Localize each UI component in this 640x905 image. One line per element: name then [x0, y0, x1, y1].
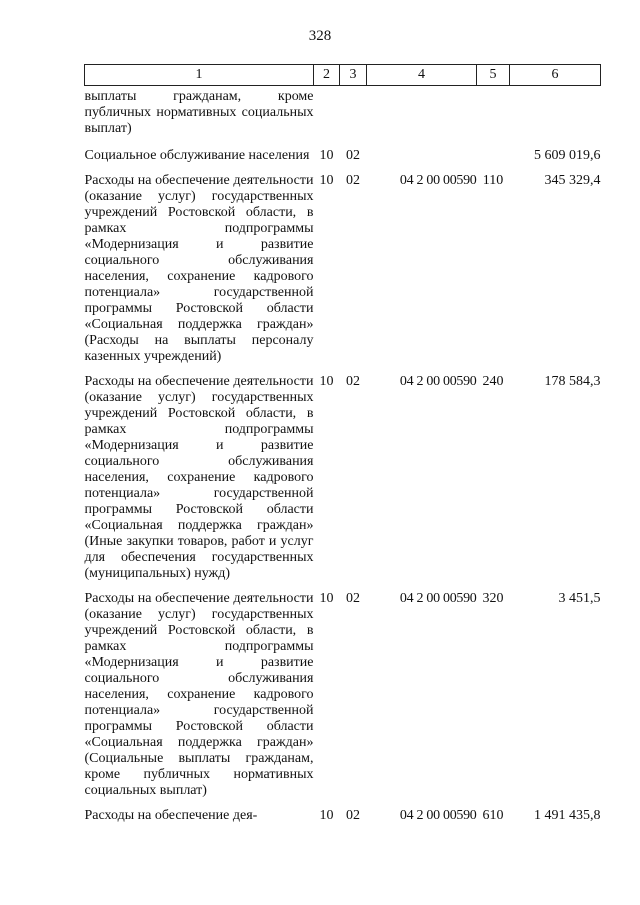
row-amount: 345 329,4	[544, 173, 601, 188]
row-subsection: 02	[346, 808, 360, 823]
row-description: Расходы на обеспечение деятельности (оказание услуг) государственных учреждений Ростовской области, в рамках подпрограммы «Модернизация и развитие социального обслуживания населения, сохранение кадрового потенциала» государственной программы Ростовской области «Социальная поддержка граждан» (Расходы на выплаты персоналу казенных учреждений)	[84, 173, 314, 364]
header-col-5: 5	[477, 65, 510, 86]
header-col-6: 6	[510, 65, 601, 86]
row-section: 10	[319, 148, 334, 163]
row-expense-type	[477, 148, 510, 173]
row-expense-type	[477, 86, 510, 149]
row-section: 10	[319, 173, 334, 188]
row-subsection: 02	[346, 591, 360, 606]
row-subsection: 02	[346, 173, 360, 188]
header-col-2: 2	[314, 65, 340, 86]
row-target-article: 04 2 00 00590	[399, 374, 477, 389]
header-col-1: 1	[85, 65, 314, 86]
table-row	[85, 86, 601, 149]
table-row	[85, 591, 601, 808]
page-number: 328	[308, 28, 332, 44]
row-expense-type: 110	[482, 173, 504, 188]
row-expense-type: 240	[482, 374, 504, 389]
header-col-3: 3	[340, 65, 367, 86]
row-subsection: 02	[346, 374, 360, 389]
row-expense-type: 610	[482, 808, 504, 823]
table-row	[85, 173, 601, 374]
row-section	[314, 86, 340, 149]
table-row	[85, 374, 601, 591]
budget-table	[84, 64, 601, 824]
table-header-row	[85, 65, 601, 86]
row-section: 10	[319, 374, 334, 389]
row-description: выплаты гражданам, кроме публичных нормативных социальных выплат)	[84, 89, 314, 136]
row-amount: 178 584,3	[544, 374, 601, 389]
row-target-article: 04 2 00 00590	[399, 808, 477, 823]
row-target-article: 04 2 00 00590	[399, 591, 477, 606]
row-subsection	[340, 86, 367, 149]
row-amount: 5 609 019,6	[534, 148, 601, 163]
row-target-article	[367, 86, 477, 149]
row-description: Социальное обслуживание населения	[84, 148, 310, 163]
row-section: 10	[319, 591, 334, 606]
header-col-4: 4	[367, 65, 477, 86]
row-target-article	[367, 148, 477, 173]
row-target-article: 04 2 00 00590	[399, 173, 477, 188]
row-subsection: 02	[346, 148, 360, 163]
row-amount: 3 451,5	[558, 591, 601, 606]
row-description: Расходы на обеспечение деятельности (оказание услуг) государственных учреждений Ростовской области, в рамках подпрограммы «Модернизация и развитие социального обслуживания населения, сохранение кадрового потенциала» государственной программы Ростовской области «Социальная поддержка граждан» (Иные закупки товаров, работ и услуг для обеспечения государственных (муниципальных) нужд)	[84, 374, 314, 581]
table-row	[85, 148, 601, 173]
row-description: Расходы на обеспечение деятельности (оказание услуг) государственных учреждений Ростовской области, в рамках подпрограммы «Модернизация и развитие социального обслуживания населения, сохранение кадрового потенциала» государственной программы Ростовской области «Социальная поддержка граждан» (Социальные выплаты гражданам, кроме публичных нормативных социальных выплат)	[84, 591, 314, 798]
row-description: Расходы на обеспечение дея-	[84, 808, 258, 823]
row-amount: 1 491 435,8	[534, 808, 601, 823]
row-amount	[510, 86, 601, 149]
table-row	[85, 808, 601, 824]
row-section: 10	[319, 808, 334, 823]
row-expense-type: 320	[482, 591, 504, 606]
